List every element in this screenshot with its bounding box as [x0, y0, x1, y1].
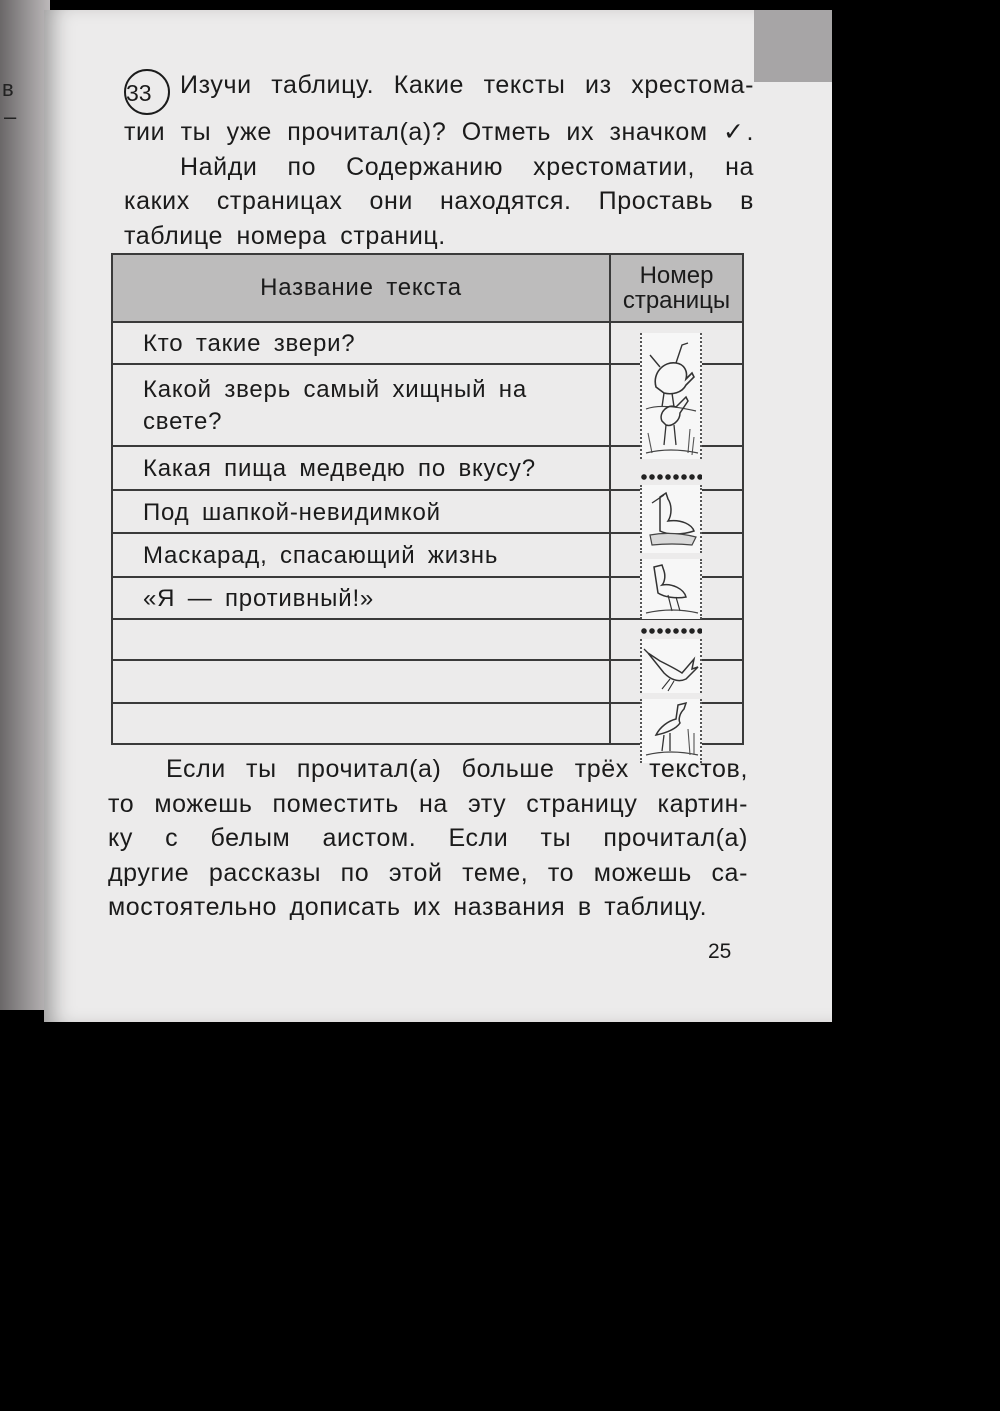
closing-line: другие рассказы по этой теме, то можешь са-	[108, 858, 748, 887]
text-title-cell: Какой зверь самый хищный на свете?	[112, 364, 610, 446]
table-header-row	[112, 254, 743, 322]
stork-sticker	[640, 559, 702, 619]
prev-page-fragment: –	[4, 104, 17, 129]
text-title-cell[interactable]	[112, 619, 610, 660]
stork-icon	[642, 333, 700, 459]
text-title-cell[interactable]	[112, 703, 610, 744]
task-number-badge: 33	[124, 69, 170, 115]
page-number: 25	[708, 940, 732, 963]
closing-line: ку с белым аистом. Если ты прочитал(а)	[108, 824, 748, 852]
text-title-cell[interactable]	[112, 660, 610, 703]
workbook-page	[44, 10, 832, 1022]
perforation-line	[640, 627, 702, 635]
stork-icon	[642, 639, 700, 693]
stork-sticker	[640, 639, 702, 693]
header-page-line: Номер	[639, 262, 714, 289]
task-line: тии ты уже прочитал(а)? Отметь их значком ✓.	[124, 118, 754, 146]
task-line: каких страницах они находятся. Проставь в	[124, 187, 754, 215]
closing-line: мостоятельно дописать их названия в таблицу.	[108, 893, 708, 921]
stork-sticker-strip	[640, 333, 702, 763]
task-line	[124, 68, 754, 115]
prev-page-fragment: в	[2, 76, 14, 101]
task-line: Найди по Содержанию хрестоматии, на	[180, 152, 754, 181]
text-title-cell: Кто такие звери?	[112, 322, 610, 364]
stork-sticker	[640, 333, 702, 459]
text-title-cell: «Я — противный!»	[112, 577, 610, 619]
task-line-text: Изучи таблицу. Какие тексты из хрестома-	[180, 71, 754, 99]
closing-paragraph	[108, 752, 748, 925]
closing-line: то можешь поместить на эту страницу картин-	[108, 789, 748, 818]
perforation-line	[640, 473, 702, 481]
closing-line: Если ты прочитал(а) больше трёх текстов,	[166, 755, 748, 783]
task-line: таблице номера страниц.	[124, 221, 446, 250]
stork-icon	[642, 485, 700, 553]
text-title-cell: Под шапкой-невидимкой	[112, 490, 610, 533]
header-page-line: страницы	[622, 287, 731, 314]
corner-tab	[754, 10, 832, 82]
text-title-cell: Маскарад, спасающий жизнь	[112, 533, 610, 577]
header-text-title: Название текста	[112, 254, 610, 322]
previous-page-edge	[0, 0, 50, 1010]
header-page-number	[610, 254, 743, 322]
task-instructions	[124, 68, 754, 253]
stork-sticker	[640, 485, 702, 553]
text-title-cell: Какая пища медведю по вкусу?	[112, 446, 610, 490]
stork-icon	[642, 559, 700, 619]
